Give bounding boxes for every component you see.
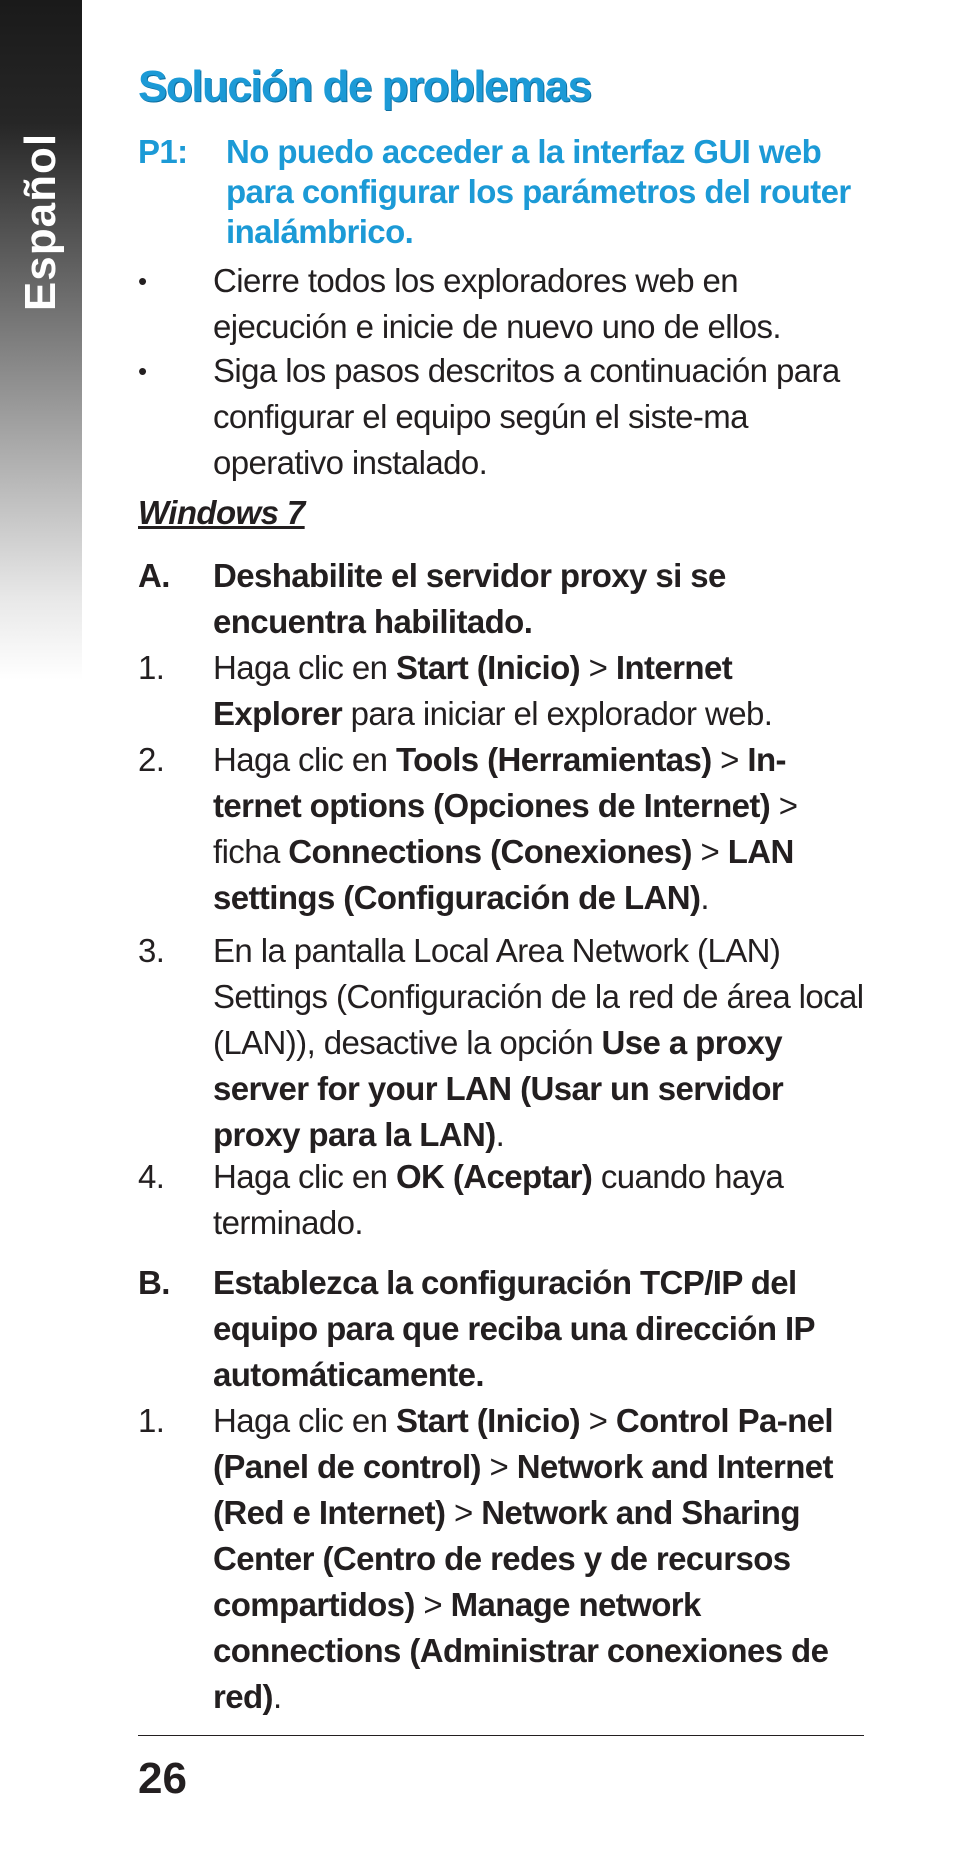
step-text: Haga clic en Tools (Herramientas) > In-ternet options (Opciones de Internet) > ficha Connections (Conexiones) > LAN settings (Configuración de LAN). [213, 741, 798, 916]
section-b-label: B. [138, 1264, 170, 1301]
footer-divider [138, 1735, 864, 1736]
page-number: 26 [138, 1754, 187, 1803]
step-number: 2. [138, 741, 165, 778]
step-text: Haga clic en Start (Inicio) > Control Pa-nel (Panel de control) > Network and Internet (Red e Internet) > Network and Sharing Center (Centro de redes y de recursos compartidos) > Manage network connections (Administrar conexiones de red). [213, 1402, 833, 1715]
step-number: 4. [138, 1158, 165, 1195]
bullet-text: Cierre todos los exploradores web en ejecución e inicie de nuevo uno de ellos. [213, 262, 781, 345]
bullet-text: Siga los pasos descritos a continuación para configurar el equipo según el siste-ma operativo instalado. [213, 352, 840, 481]
question-label: P1: [138, 133, 188, 170]
bullet-marker: • [138, 266, 147, 296]
section-a-label: A. [138, 557, 170, 594]
section-a-title: Deshabilite el servidor proxy si se encuentra habilitado. [213, 557, 726, 640]
step-text: Haga clic en OK (Aceptar) cuando haya terminado. [213, 1158, 784, 1241]
step-number: 1. [138, 649, 165, 686]
step-number: 3. [138, 932, 165, 969]
section-b-title: Establezca la configuración TCP/IP del equipo para que reciba una dirección IP automáticamente. [213, 1264, 815, 1393]
language-tab-label: Español [16, 132, 65, 312]
step-text: En la pantalla Local Area Network (LAN) Settings (Configuración de la red de área local (LAN)), desactive la opción Use a proxy server for your LAN (Usar un servidor proxy para la LAN). [213, 932, 864, 1153]
step-text: Haga clic en Start (Inicio) > Internet Explorer para iniciar el explorador web. [213, 649, 773, 732]
language-tab [0, 0, 82, 680]
bullet-marker: • [138, 356, 147, 386]
step-number: 1. [138, 1402, 165, 1439]
page-title: Solución de problemas [138, 62, 591, 111]
question-text: No puedo acceder a la interfaz GUI web para configurar los parámetros del router inalámbrico. [226, 133, 851, 250]
os-subheading: Windows 7 [138, 494, 305, 531]
